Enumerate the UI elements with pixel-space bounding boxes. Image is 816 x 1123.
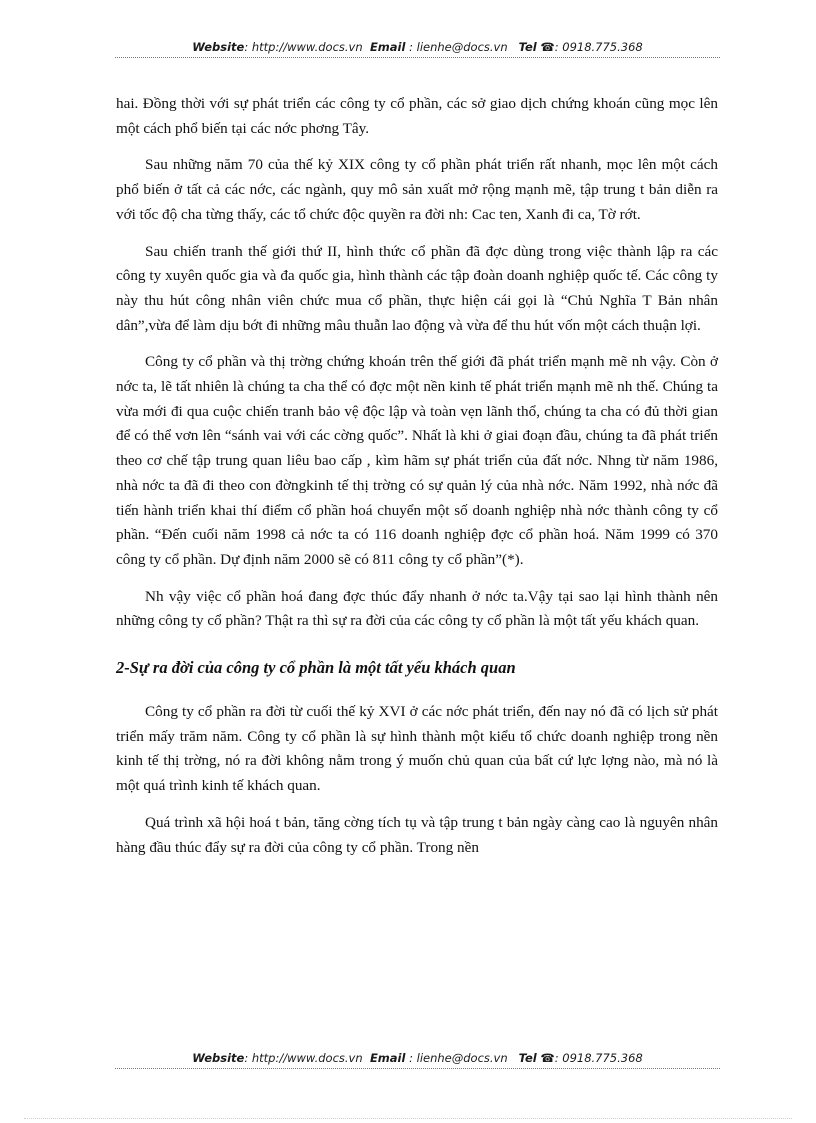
paragraph: Nh vậy việc cổ phần hoá đang đợc thúc đẩy nhanh ở nớc ta.Vậy tại sao lại hình thành nên những công ty cổ phần? Thật ra thì sự ra đời của các công ty cổ phần là một tất yếu khách quan. <box>116 587 718 630</box>
footer-rule <box>115 1068 720 1069</box>
header-website-url: : http://www.docs.vn <box>244 40 363 54</box>
paragraph: Sau những năm 70 của thế kỷ XIX công ty cổ phần phát triển rất nhanh, mọc lên một cách phổ biến ở tất cả các nớc, các ngành, quy mô sản xuất mở rộng mạnh mẽ, tập trung t bản diễn ra với tốc độ cha từng thấy, các tổ chức độc quyền ra đời nh: Cac ten, Xanh đi ca, Tờ rớt. <box>116 156 718 223</box>
footer-tel-label: Tel <box>518 1051 537 1065</box>
page-bottom-border <box>24 1118 792 1119</box>
paragraph: Công ty cổ phần và thị trờng chứng khoán trên thế giới đã phát triển mạnh mẽ nh vậy. Còn ở nớc ta, lẽ tất nhiên là chúng ta cha thể có đợc một nền kinh tế phát triển mạnh mẽ nh thế. Chúng ta vừa mới đi qua cuộc chiến tranh bảo vệ độc lập và toàn vẹn lãnh thổ, chúng ta cha có đủ thời gian để có thể vơn lên “sánh vai với các cờng quốc”. Nhất là khi ở giai đoạn đầu, chúng ta đã phát triển theo cơ chế tập trung quan liêu bao cấp , kìm hãm sự phát triển của đất nớc. Nhng từ năm 1986, nhà nớc ta đã đi theo con đờngkinh tế thị trờng có sự quản lý của nhà nớc. Năm 1992, nhà nớc đã tiến hành triển khai thí điểm cổ phần hoá chuyển một số doanh nghiệp nhà nớc thành công ty cổ phần. “Đến cuối năm 1998 cả nớc ta có 116 doanh nghiệp đợc cổ phần hoá. Năm 1999 có 370 công ty cổ phần. Dự định năm 2000 sẽ có 811 công ty cổ phần”(*). <box>116 353 718 568</box>
header-website-label: Website <box>192 40 245 54</box>
page-footer <box>115 1047 720 1069</box>
page-header <box>115 36 720 58</box>
paragraph: Sau chiến tranh thế giới thứ II, hình thức cổ phần đã đợc dùng trong việc thành lập ra các công ty xuyên quốc gia và đa quốc gia, hình thành các tập đoàn doanh nghiệp quốc tế. Các công ty này thu hút công nhân viên chức mua cổ phần, thực hiện cái gọi là “Chủ Nghĩa T Bản nhân dân”,vừa để làm dịu bớt đi những mâu thuẫn lao động và vừa để thu hút vốn một cách thuận lợi. <box>116 242 718 334</box>
document-body <box>116 92 718 860</box>
footer-tel-value: : 0918.775.368 <box>554 1051 643 1065</box>
telephone-icon: ☎ <box>540 1051 555 1065</box>
paragraph: hai. Đồng thời với sự phát triển các công ty cổ phần, các sở giao dịch chứng khoán cũng mọc lên một cách phổ biến tại các nớc phơng Tây. <box>116 95 718 137</box>
header-email-label: Email <box>369 40 406 54</box>
paragraph: Công ty cổ phần ra đời từ cuối thế kỷ XVI ở các nớc phát triển, đến nay nó đã có lịch sử phát triển mấy trăm năm. Công ty cổ phần là sự hình thành một kiểu tổ chức doanh nghiệp trong nền kinh tế thị trờng, nó ra đời không nằm trong ý muốn chủ quan của bất cứ lực lợng nào, mà nó là một quá trình kinh tế khách quan. <box>116 703 718 795</box>
header-tel-label: Tel <box>518 40 537 54</box>
telephone-icon: ☎ <box>540 40 555 54</box>
header-tel-value: : 0918.775.368 <box>554 40 643 54</box>
footer-website-label: Website <box>192 1051 245 1065</box>
header-email-value: : lienhe@docs.vn <box>409 40 508 54</box>
footer-email-label: Email <box>369 1051 406 1065</box>
footer-email-value: : lienhe@docs.vn <box>409 1051 508 1065</box>
section-heading: 2-Sự ra đời của công ty cổ phần là một tất yếu khách quan <box>116 658 516 678</box>
paragraph: Quá trình xã hội hoá t bản, tăng cờng tích tụ và tập trung t bản ngày càng cao là nguyên nhân hàng đầu thúc đẩy sự ra đời của công ty cổ phần. Trong nền <box>116 813 718 856</box>
footer-website-url: : http://www.docs.vn <box>244 1051 363 1065</box>
header-rule <box>115 57 720 58</box>
